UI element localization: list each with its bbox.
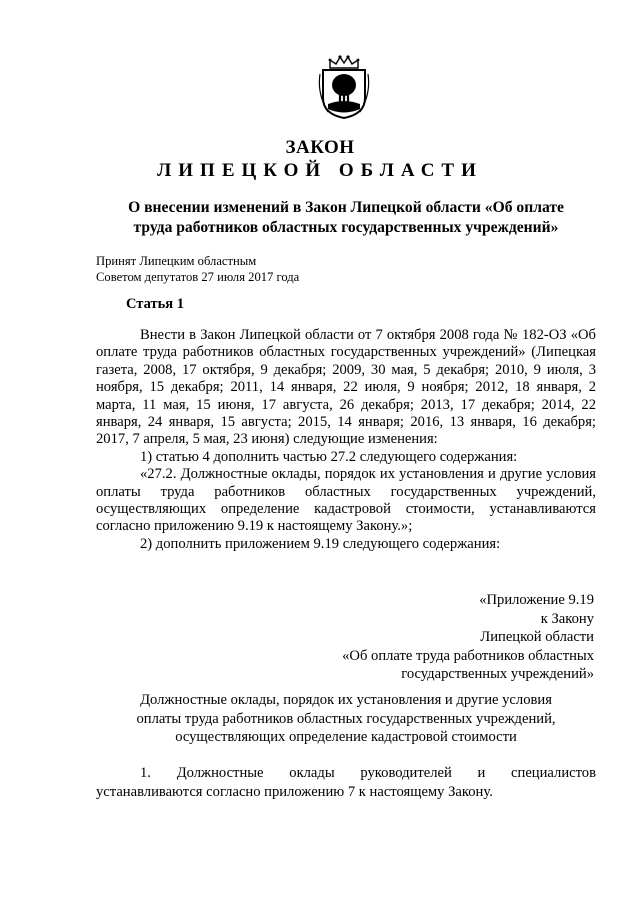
coat-of-arms-icon xyxy=(318,54,370,120)
article-paragraph: Внести в Закон Липецкой области от 7 октября 2008 года № 182-ОЗ «Об оплате труда работников областных государственных учреждений» (Липецкая газета, 2008, 17 октября, 9 декабря; 2009, 30 мая, 5 декабря; 2010, 9 июля, 3 ноября, 15 декабря; 2011, 14 января, 22 июля, 9 ноября; 2012, 18 января, 2 марта, 11 мая, 15 июня, 17 августа, 26 декабря; 2013, 17 декабря; 2014, 22 января, 24 января, 15 августа; 2015, 14 января; 2016, 13 января, 16 декабря; 2017, 7 апреля, 5 мая, 23 июня) следующие изменения: xyxy=(96,327,596,448)
annex-line: государственных учреждений» xyxy=(401,666,594,682)
annex-heading-line: оплаты труда работников областных государственных учреждений, xyxy=(136,710,556,727)
annex-line: Липецкой области xyxy=(480,629,594,645)
clause-word: 1. xyxy=(140,765,151,781)
annex-heading xyxy=(96,691,596,747)
annex-heading-line: Должностные оклады, порядок их установления и другие условия xyxy=(140,692,552,708)
article-title: Статья 1 xyxy=(126,296,184,312)
region-title: ЛИПЕЦКОЙ ОБЛАСТИ xyxy=(157,160,483,181)
adoption-note xyxy=(96,253,299,285)
law-subject-line2: труда работников областных государственных учреждений» xyxy=(133,219,559,236)
law-subject-line1: О внесении изменений в Закон Липецкой области «Об оплате xyxy=(128,199,564,216)
law-title: ЗАКОН xyxy=(285,137,355,158)
clause-1 xyxy=(96,764,596,802)
law-subject xyxy=(96,198,596,238)
clause-word: Должностные xyxy=(176,765,264,781)
clause-word: руководителей xyxy=(360,765,452,781)
annex-line: к Закону xyxy=(540,610,594,627)
article-paragraph: 2) дополнить приложением 9.19 следующего содержания: xyxy=(140,535,501,552)
annex-line: «Об оплате труда работников областных xyxy=(342,647,594,664)
clause-1-line1 xyxy=(96,764,596,783)
adoption-note-line1: Принят Липецким областным xyxy=(96,254,257,268)
article-paragraph: 1) статью 4 дополнить частью 27.2 следующего содержания: xyxy=(140,448,518,465)
clause-1-line2: устанавливаются согласно приложению 7 к настоящему Закону. xyxy=(96,784,493,800)
adoption-note-line2: Советом депутатов 27 июля 2017 года xyxy=(96,270,300,284)
clause-word: и xyxy=(477,765,486,781)
article-body xyxy=(96,327,596,553)
annex-heading-line: осуществляющих определение кадастровой стоимости xyxy=(175,729,517,745)
article-paragraph: «27.2. Должностные оклады, порядок их установления и другие условия оплаты труда работников областных государственных учреждений, осуществляющих определение кадастровой стоимости, устанавливаются согласно приложению 9.19 к настоящему Закону.»; xyxy=(96,466,596,535)
annex-reference xyxy=(342,591,594,684)
clause-word: специалистов xyxy=(511,765,596,781)
annex-line: «Приложение 9.19 xyxy=(479,592,594,608)
clause-word: оклады xyxy=(289,765,335,781)
